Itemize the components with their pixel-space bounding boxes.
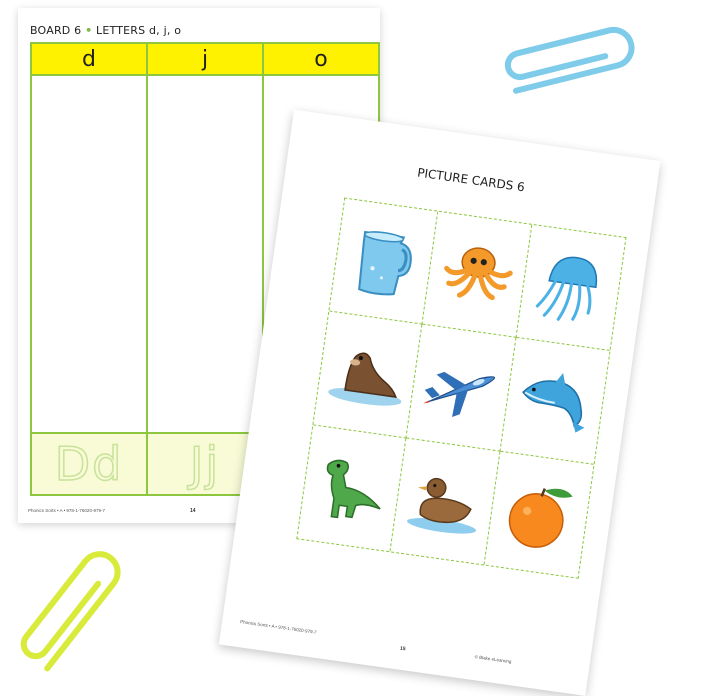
octopus-icon bbox=[431, 228, 524, 321]
picture-card[interactable] bbox=[423, 212, 532, 338]
board-footer-isbn: Phonics Sorts • A • 978-1-76020-979-7 bbox=[28, 508, 105, 513]
card-grid bbox=[296, 197, 626, 578]
blue-paperclip-icon bbox=[485, 20, 645, 100]
dinosaur-icon bbox=[305, 442, 398, 535]
picture-card[interactable] bbox=[484, 451, 593, 577]
picture-card[interactable] bbox=[391, 438, 500, 564]
board-number: BOARD 6 bbox=[30, 24, 82, 37]
picture-card[interactable] bbox=[313, 312, 422, 438]
cards-title: PICTURE CARDS 6 bbox=[416, 165, 526, 195]
dolphin-icon bbox=[509, 354, 602, 447]
picture-card[interactable] bbox=[516, 225, 625, 351]
cards-footer-isbn: Phonics Sorts • A • 978-1-76020-979-7 bbox=[239, 619, 317, 635]
board-letters: LETTERS d, j, o bbox=[96, 24, 182, 37]
orange-icon bbox=[493, 468, 586, 561]
column-header: j bbox=[148, 44, 262, 76]
sort-column-d bbox=[32, 44, 148, 494]
duck-icon bbox=[399, 455, 492, 548]
board-page-number: 14 bbox=[190, 508, 196, 514]
drop-zone[interactable] bbox=[32, 76, 146, 432]
cards-footer-brand: © Blake eLearning bbox=[474, 654, 512, 665]
outline-letter: Dd bbox=[54, 437, 124, 491]
drop-zone[interactable] bbox=[148, 76, 262, 432]
column-header: o bbox=[264, 44, 378, 76]
picture-cards-sheet bbox=[219, 110, 661, 696]
cards-page-number: 15 bbox=[399, 645, 406, 653]
outline-letter: Jj bbox=[189, 437, 221, 491]
picture-card[interactable] bbox=[500, 338, 609, 464]
yellow-paperclip-icon bbox=[0, 540, 140, 675]
otter-icon bbox=[321, 328, 414, 421]
picture-card[interactable] bbox=[297, 425, 406, 551]
sort-column-j bbox=[148, 44, 264, 494]
jellyfish-icon bbox=[525, 241, 618, 334]
column-header: d bbox=[32, 44, 146, 76]
title-bullet: • bbox=[85, 24, 93, 37]
column-footer bbox=[32, 432, 146, 494]
picture-card[interactable] bbox=[407, 325, 516, 451]
board-title bbox=[30, 24, 181, 37]
picture-card[interactable] bbox=[329, 199, 438, 325]
jet-icon bbox=[415, 341, 508, 434]
jug-icon bbox=[337, 215, 430, 308]
